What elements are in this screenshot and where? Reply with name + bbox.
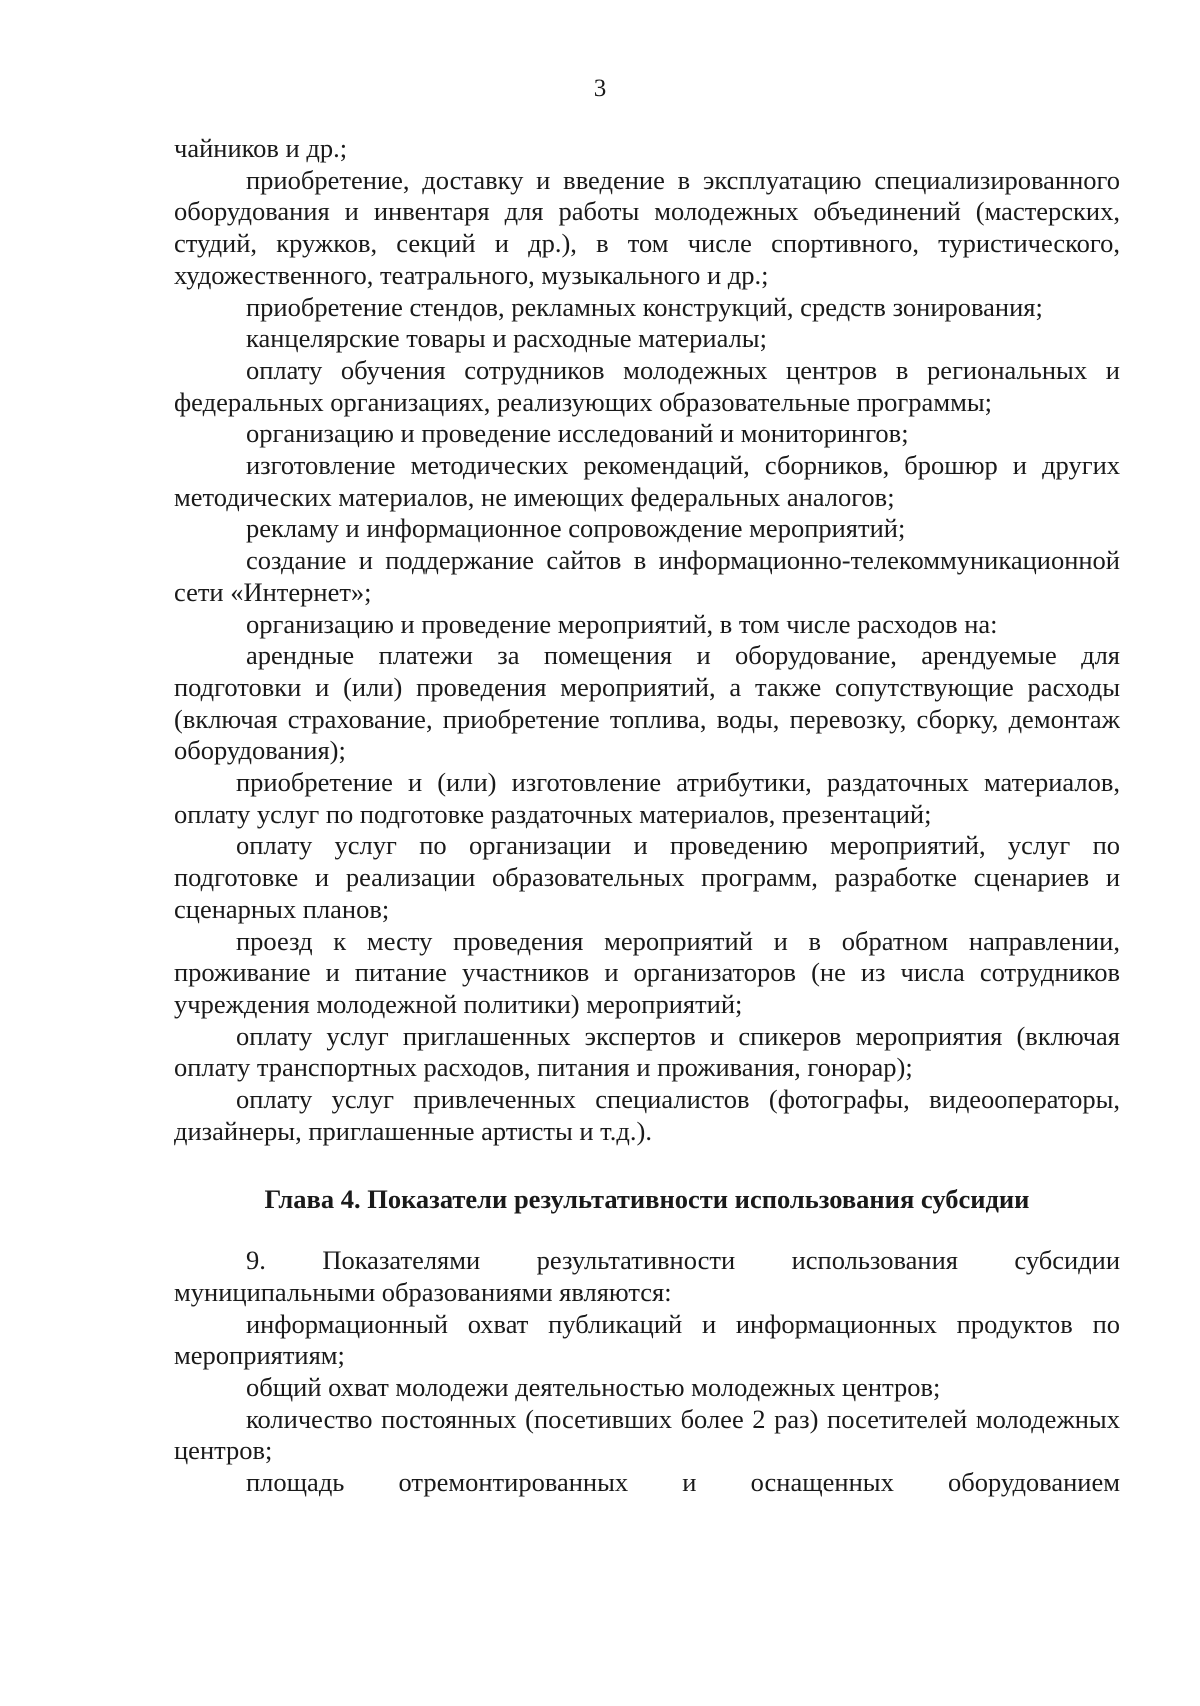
paragraph: канцелярские товары и расходные материалы;	[246, 323, 767, 354]
chapter-heading: Глава 4. Показатели результативности использования субсидии	[264, 1183, 1030, 1214]
paragraph: создание и поддержание сайтов в информационно-телекоммуникационной сети «Интернет»;	[174, 545, 1120, 607]
document-body	[174, 133, 1120, 1499]
paragraph: оплату услуг по организации и проведению мероприятий, услуг по подготовке и реализации образовательных программ, разработке сценариев и сценарных планов;	[174, 830, 1120, 924]
paragraph: оплату услуг приглашенных экспертов и спикеров мероприятия (включая оплату транспортных расходов, питания и проживания, гонорар);	[174, 1020, 1120, 1083]
paragraph: организацию и проведение мероприятий, в том числе расходов на:	[246, 608, 998, 639]
paragraph: общий охват молодежи деятельностью молодежных центров;	[246, 1372, 941, 1403]
paragraph: количество постоянных (посетивших более 2 раз) посетителей молодежных центров;	[174, 1403, 1120, 1466]
paragraph: изготовление методических рекомендаций, сборников, брошюр и других методических материалов, не имеющих федеральных аналогов;	[174, 450, 1120, 512]
paragraph: арендные платежи за помещения и оборудование, арендуемые для подготовки и (или) проведения мероприятий, а также сопутствующие расходы (включая страхование, приобретение топлива, воды, перевозку, сборку, демонтаж оборудования);	[174, 640, 1120, 766]
paragraph: приобретение, доставку и введение в эксплуатацию специализированного оборудования и инвентаря для работы молодежных объединений (мастерских, студий, кружков, секций и др.), в том числе спортивного, туристического, художественного, театрального, музыкального и др.;	[174, 164, 1120, 290]
paragraph: проезд к месту проведения мероприятий и в обратном направлении, проживание и питание участников и организаторов (не из числа сотрудников учреждения молодежной политики) мероприятий;	[174, 925, 1120, 1019]
paragraph: оплату услуг привлеченных специалистов (фотографы, видеооператоры, дизайнеры, приглашенные артисты и т.д.).	[174, 1084, 1120, 1146]
paragraph: площадь отремонтированных и оснащенных оборудованием	[246, 1467, 1120, 1498]
paragraph: приобретение стендов, рекламных конструкций, средств зонирования;	[246, 291, 1043, 322]
paragraph: рекламу и информационное сопровождение мероприятий;	[246, 513, 906, 544]
paragraph: приобретение и (или) изготовление атрибутики, раздаточных материалов, оплату услуг по подготовке раздаточных материалов, презентаций;	[174, 767, 1120, 829]
paragraph: организацию и проведение исследований и мониторингов;	[246, 418, 909, 449]
paragraph: информационный охват публикаций и информационных продуктов по мероприятиям;	[174, 1308, 1120, 1371]
paragraph: чайников и др.;	[174, 133, 348, 163]
paragraph: оплату обучения сотрудников молодежных центров в региональных и федеральных организациях, реализующих образовательные программы;	[174, 354, 1120, 417]
page-number: 3	[593, 75, 607, 102]
paragraph: 9. Показателями результативности использования субсидии муниципальными образованиями являются:	[174, 1245, 1120, 1307]
